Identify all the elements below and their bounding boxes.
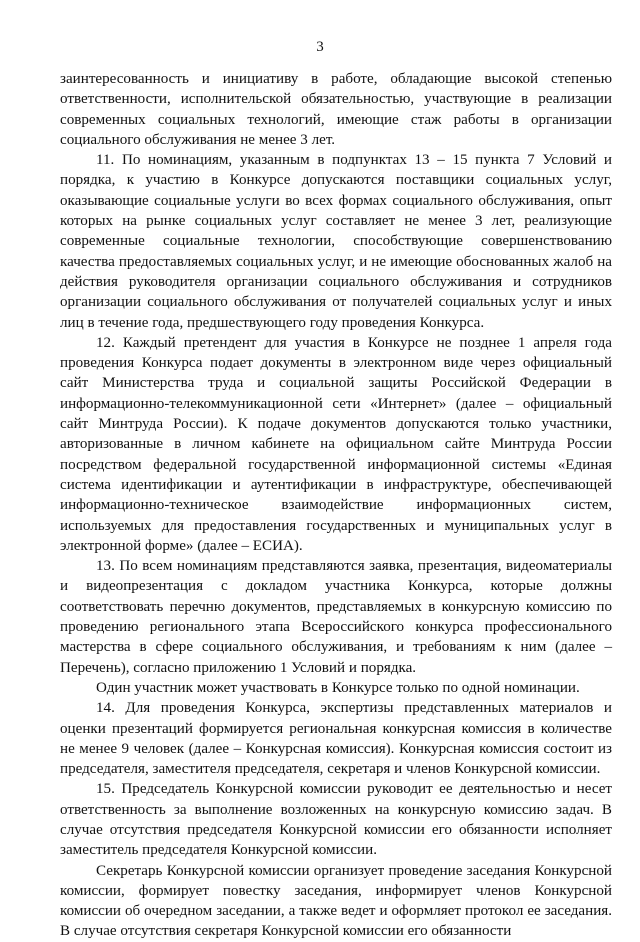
paragraph-13: 13. По всем номинациям представляются заявка, презентация, видеоматериалы и видеопрезентация с докладом участника Конкурса, которые должны соответствовать перечню документов, представляемых в конкурсную комиссию по проведению регионального этапа Всероссийского конкурса профессионального мастерства в сфере социального обслуживания, и требованиям к ним (далее – Перечень), согласно приложению 1 Условий и порядка.: [60, 558, 612, 676]
paragraph-secretary: Секретарь Конкурсной комиссии организует проведение заседания Конкурсной комиссии, формирует повестку заседания, информирует членов Конкурсной комиссии об очередном заседании, а также ведет и оформляет протокол ее заседания. В случае отсутствия секретаря Конкурсной комиссии его обязанности: [60, 862, 612, 940]
paragraph-11: 11. По номинациям, указанным в подпунктах 13 – 15 пункта 7 Условий и порядка, к участию в Конкурсе допускаются поставщики социальных услуг, оказывающие социальные услуги во всех формах социального обслуживания, опыт которых на рынке социальных услуг составляет не менее 3 лет, реализующие современные социальные технологии, способствующие совершенствованию качества предоставляемых социальных услуг, и не имеющие обоснованных жалоб на действия руководителя организации социального обслуживания и сотрудников организации социального обслуживания от получателей социальных услуг и иных лиц в течение года, предшествующего году проведения Конкурса.: [60, 152, 612, 331]
paragraph-15: 15. Председатель Конкурсной комиссии руководит ее деятельностью и несет ответственность за выполнение возложенных на конкурсную комиссию задач. В случае отсутствия председателя Конкурсной комиссии его обязанности исполняет заместитель председателя Конкурсной комиссии.: [60, 781, 612, 859]
paragraph-continuation: заинтересованность и инициативу в работе, обладающие высокой степенью ответственности, исполнительской обязательностью, участвующие в реализации современных социальных технологий, имеющие стаж работы в организации социального обслуживания не менее 3 лет.: [60, 71, 612, 148]
page-number: 3: [316, 39, 324, 55]
document-body: [60, 69, 612, 942]
paragraph-14: 14. Для проведения Конкурса, экспертизы представленных материалов и оценки презентаций формируется региональная конкурсная комиссия в количестве не менее 9 человек (далее – Конкурсная комиссия). Конкурсная комиссия состоит из председателя, заместителя председателя, секретаря и членов Конкурсной комиссии.: [60, 700, 612, 778]
paragraph-single-nomination: Один участник может участвовать в Конкурсе только по одной номинации.: [96, 679, 580, 696]
paragraph-12: 12. Каждый претендент для участия в Конкурсе не позднее 1 апреля года проведения Конкурса подает документы в электронном виде через официальный сайт Министерства труда и социальной защиты Российской Федерации в информационно-телекоммуникационной сети «Интернет» (далее – официальный сайт Минтруда России). К подаче документов допускаются только участники, авторизованные в личном кабинете на официальном сайте Минтруда России посредством федеральной государственной информационной системы «Единая система идентификации и аутентификации в инфраструктуре, обеспечивающей информационно-техническое взаимодействие информационных систем, используемых для предоставления государственных и муниципальных услуг в электронной форме» (далее – ЕСИА).: [60, 334, 612, 554]
